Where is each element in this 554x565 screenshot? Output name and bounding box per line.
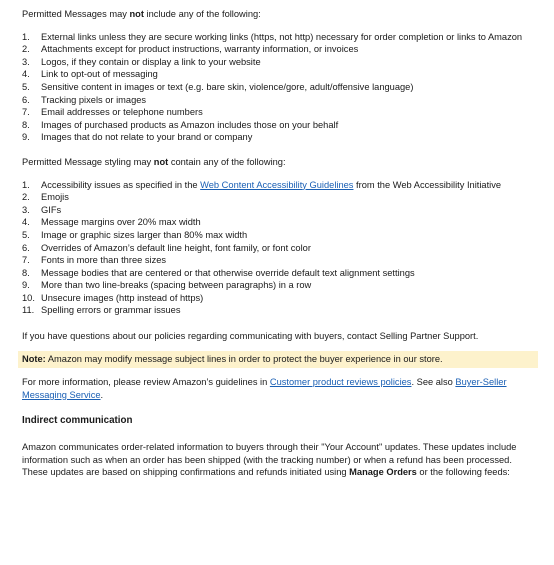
list-number: 3. [22,204,30,215]
list-item [22,106,534,119]
list-text: Message bodies that are centered or that otherwise override default text alignment settings [41,267,415,278]
list-text: Images that do not relate to your brand or company [41,132,253,143]
indirect-communication-paragraph [22,441,534,479]
note-label: Note: [22,353,46,364]
indirect-text: or the following feeds: [416,467,510,478]
list-number: 5. [22,81,30,92]
intro-text: contain any of the following: [168,156,286,167]
list-item [22,242,534,255]
styling-intro [22,156,534,169]
list-number: 7. [22,255,30,266]
permitted-messages-list [22,31,534,144]
note-text: Amazon may modify message subject lines in order to protect the buyer experience in our store. [45,353,443,364]
list-item [22,267,534,280]
list-text-part: from the Web Accessibility Initiative [353,179,502,190]
more-info-text: . [100,389,104,400]
indirect-text: Amazon communicates order-related information to buyers through their "Your Account" updates. These updates include information such as when an order has been shipped (with the tracking number) or when a refund has been processed. These updates are based on shipping confirmations and refunds initiated using [22,442,517,478]
list-number: 8. [22,119,30,130]
list-text: Unsecure images (http instead of https) [41,292,204,303]
list-text: Emojis [41,192,69,203]
list-number: 8. [22,267,30,278]
list-number: 2. [22,192,30,203]
list-number: 9. [22,132,30,143]
list-number: 6. [22,242,30,253]
list-number: 9. [22,280,30,291]
list-text: Message margins over 20% max width [41,217,201,228]
styling-list [22,179,534,318]
list-number: 4. [22,217,30,228]
list-item [22,179,534,192]
list-text: Email addresses or telephone numbers [41,107,203,118]
list-item [22,204,534,217]
list-item [22,81,534,94]
list-item [22,131,534,144]
list-number: 2. [22,44,30,55]
list-number: 7. [22,107,30,118]
list-item [22,31,534,44]
list-item [22,304,534,317]
list-text: Link to opt-out of messaging [41,69,158,80]
intro-text: include any of the following: [143,9,261,19]
list-item [22,279,534,292]
list-text: Sensitive content in images or text (e.g. bare skin, violence/gore, adult/offensive language) [41,81,414,92]
list-text: Overrides of Amazon’s default line height, font family, or font color [41,242,311,253]
list-text: Logos, if they contain or display a link to your website [41,56,261,67]
list-number: 11. [22,305,35,316]
note-callout [18,351,538,369]
intro-bold-word: not [153,156,169,167]
list-text: Tracking pixels or images [41,94,147,105]
list-item [22,216,534,229]
list-text: Spelling errors or grammar issues [41,305,181,316]
list-text [41,179,534,192]
list-item [22,43,534,56]
list-text: Images of purchased products as Amazon includes those on your behalf [41,119,339,130]
intro-text: Permitted Messages may [22,9,130,19]
intro-bold-word: not [129,9,144,19]
customer-reviews-policies-link[interactable]: Customer product reviews policies [269,377,412,388]
permitted-messages-intro [22,8,534,21]
list-item [22,292,534,305]
list-number: 5. [22,229,30,240]
contact-paragraph: If you have questions about our policies regarding communicating with buyers, contact Selling Partner Support. [22,331,479,342]
list-text: Attachments except for product instructions, warranty information, or invoices [41,44,359,55]
list-item [22,56,534,69]
list-number: 6. [22,94,30,105]
list-number: 3. [22,56,30,67]
list-text: Fonts in more than three sizes [41,255,167,266]
list-text: Image or graphic sizes larger than 80% max width [41,229,248,240]
list-text: External links unless they are secure working links (https, not http) necessary for order completion or links to Amazon [41,31,523,42]
list-text: More than two line-breaks (spacing between paragraphs) in a row [41,280,312,291]
more-info-text: . See also [411,377,456,388]
list-item [22,94,534,107]
list-number: 1. [22,31,30,42]
list-item [22,68,534,81]
manage-orders-bold: Manage Orders [349,467,417,478]
wcag-link[interactable]: Web Content Accessibility Guidelines [200,179,354,190]
list-item [22,254,534,267]
buyer-seller-messaging-link[interactable]: Buyer-Seller Messaging Service [22,377,507,400]
list-item [22,119,534,132]
list-number: 1. [22,179,30,190]
indirect-communication-heading: Indirect communication [22,415,133,427]
more-info-paragraph [22,376,534,401]
list-item [22,191,534,204]
intro-text: Permitted Message styling may [22,156,154,167]
more-info-text: For more information, please review Amazon’s guidelines in [22,377,270,388]
list-text-part: Accessibility issues as specified in the [41,179,201,190]
list-item [22,229,534,242]
list-number: 4. [22,69,30,80]
list-text: GIFs [41,204,62,215]
list-number: 10. [22,292,35,303]
